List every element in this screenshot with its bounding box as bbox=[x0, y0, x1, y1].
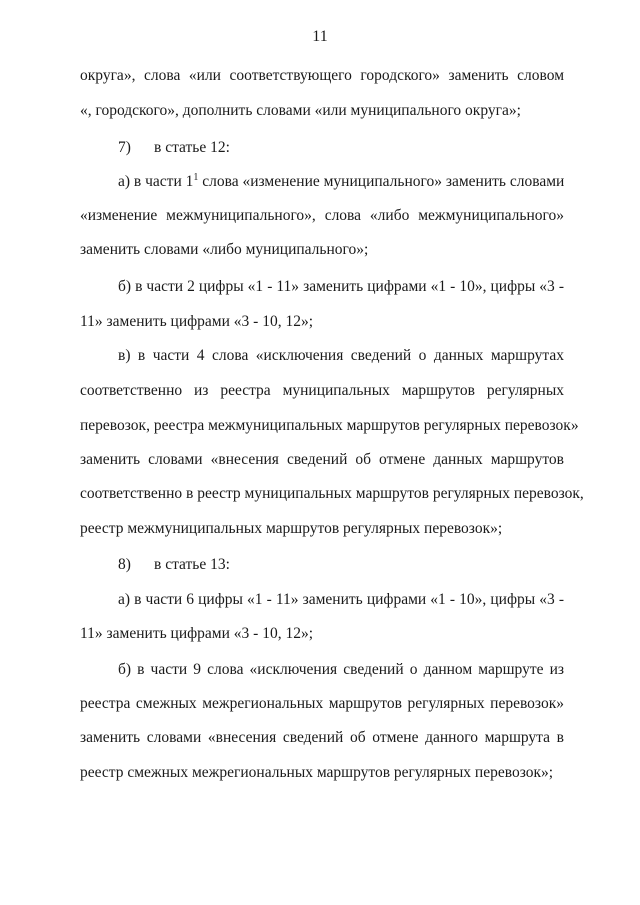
list-item-heading bbox=[118, 555, 230, 575]
text-fragment: а) в части 1 bbox=[118, 173, 194, 190]
item-text: в статье 13: bbox=[154, 556, 230, 573]
item-text: в статье 12: bbox=[154, 139, 230, 156]
page-number: 11 bbox=[312, 28, 328, 45]
text-line: а) в части 6 цифры «1 - 11» заменить цифрами «1 - 10», цифры «3 - bbox=[118, 591, 564, 608]
text-line: «изменение межмуниципального», слова «либо межмуниципального» bbox=[80, 207, 564, 224]
text-fragment: слова «изменение муниципального» заменить словами bbox=[198, 173, 565, 190]
text-line: в) в части 4 слова «исключения сведений о данных маршрутах bbox=[118, 347, 564, 364]
item-number: 7) bbox=[118, 139, 131, 156]
text-line: 11» заменить цифрами «3 - 10, 12»; bbox=[80, 625, 314, 642]
text-line: 11» заменить цифрами «3 - 10, 12»; bbox=[80, 313, 314, 330]
text-line: реестр смежных межрегиональных маршрутов регулярных перевозок»; bbox=[80, 764, 554, 781]
text-line: реестр межмуниципальных маршрутов регулярных перевозок»; bbox=[80, 520, 503, 537]
list-item-heading bbox=[118, 138, 230, 158]
text-line: заменить словами «внесения сведений об отмене данного маршрута в bbox=[80, 729, 564, 746]
text-line: перевозок, реестра межмуниципальных маршрутов регулярных перевозок» bbox=[80, 417, 579, 434]
text-line: б) в части 2 цифры «1 - 11» заменить цифрами «1 - 10», цифры «3 - bbox=[118, 278, 564, 295]
text-line: реестра смежных межрегиональных маршрутов регулярных перевозок» bbox=[80, 695, 564, 712]
text-line: заменить словами «либо муниципального»; bbox=[80, 241, 369, 258]
text-line: соответственно из реестра муниципальных маршрутов регулярных bbox=[80, 382, 564, 399]
text-line bbox=[118, 172, 564, 192]
text-line: соответственно в реестр муниципальных маршрутов регулярных перевозок, bbox=[80, 485, 584, 502]
superscript: 1 bbox=[193, 171, 199, 183]
text-line: б) в части 9 слова «исключения сведений о данном маршруте из bbox=[118, 661, 564, 678]
text-line: «, городского», дополнить словами «или муниципального округа»; bbox=[80, 102, 521, 119]
text-line: округа», слова «или соответствующего городского» заменить словом bbox=[80, 67, 564, 84]
text-line: заменить словами «внесения сведений об отмене данных маршрутов bbox=[80, 451, 564, 468]
item-number: 8) bbox=[118, 556, 131, 573]
